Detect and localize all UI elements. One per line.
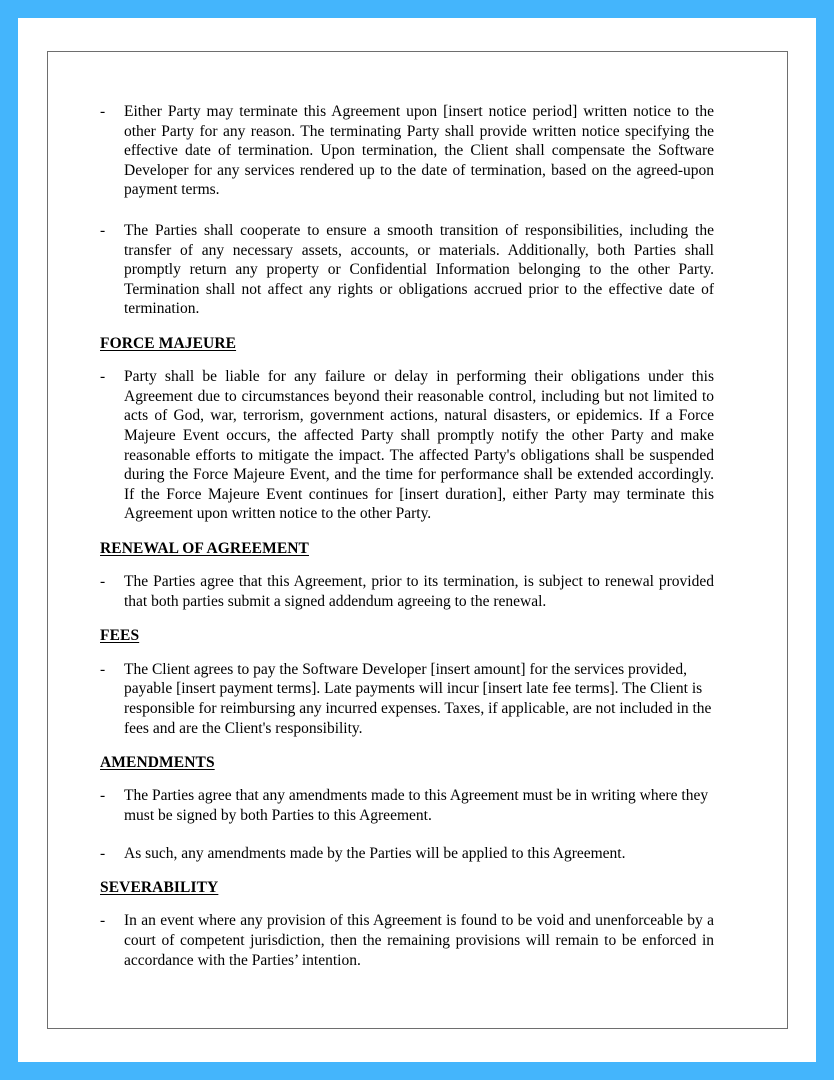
spacer — [100, 200, 714, 221]
section-heading-severability — [100, 879, 714, 897]
clause-transition-cooperation — [100, 221, 714, 319]
spacer — [100, 772, 714, 786]
section-heading-text: FEES — [100, 627, 140, 645]
clause-severability — [100, 911, 714, 970]
spacer — [100, 558, 714, 572]
section-heading-amendments — [100, 754, 714, 772]
section-heading-renewal-of-agreement — [100, 540, 714, 558]
spacer — [100, 353, 714, 367]
bullet-dash-icon: - — [100, 844, 106, 862]
section-heading-text: SEVERABILITY — [100, 879, 219, 897]
spacer — [100, 524, 714, 540]
bullet-dash-icon: - — [100, 912, 106, 930]
clause-fees — [100, 660, 714, 738]
section-heading-text: AMENDMENTS — [100, 754, 215, 772]
bullet-dash-icon: - — [100, 660, 106, 678]
spacer — [100, 611, 714, 627]
clause-amendments-in-writing — [100, 786, 714, 825]
clause-text: The Parties agree that this Agreement, prior to its termination, is subject to renewal provided that both parties submit a signed addendum agreeing to the renewal. — [124, 573, 714, 610]
document-page — [18, 18, 816, 1062]
bullet-dash-icon: - — [100, 221, 106, 239]
clause-text: In an event where any provision of this Agreement is found to be void and unenforceable by a court of competent jurisdiction, then the remaining provisions will remain to be enforced in accordance with the Parties’ intention. — [124, 912, 714, 969]
clause-text: Either Party may terminate this Agreement upon [insert notice period] written notice to the other Party for any reason. The terminating Party shall provide written notice specifying the effective date of termination. Upon termination, the Client shall compensate the Software Developer for any services rendered up to the date of termination, based on the agreed-upon payment terms. — [124, 103, 714, 199]
document-text-column — [100, 102, 714, 970]
section-heading-force-majeure — [100, 335, 714, 353]
clause-termination-notice — [100, 102, 714, 200]
clause-text: The Client agrees to pay the Software Developer [insert amount] for the services provided, payable [insert payment terms]. Late payments will incur [insert late fee terms]. The Client is responsible for reimbursing any incurred expenses. Taxes, if applicable, are not included in the fees and are the Client's responsibility. — [124, 660, 712, 737]
section-heading-text: FORCE MAJEURE — [100, 334, 237, 352]
spacer — [100, 319, 714, 335]
clause-text: As such, any amendments made by the Parties will be applied to this Agreement. — [124, 844, 626, 862]
clause-renewal — [100, 572, 714, 611]
clause-amendments-applied — [100, 844, 714, 864]
bullet-dash-icon: - — [100, 368, 106, 386]
clause-text: The Parties shall cooperate to ensure a smooth transition of responsibilities, including the transfer of any necessary assets, accounts, or materials. Additionally, both Parties shall promptly return any property or Confidential Information belonging to the other Party. Termination shall not affect any rights or obligations accrued prior to the effective date of termination. — [124, 221, 714, 318]
spacer — [100, 897, 714, 911]
spacer — [100, 738, 714, 754]
clause-text: The Parties agree that any amendments made to this Agreement must be in writing where they must be signed by both Parties to this Agreement. — [124, 787, 709, 824]
bullet-dash-icon: - — [100, 103, 106, 120]
spacer — [100, 646, 714, 660]
section-heading-fees — [100, 627, 714, 645]
bullet-dash-icon: - — [100, 787, 106, 805]
clause-force-majeure — [100, 367, 714, 524]
section-heading-text: RENEWAL OF AGREEMENT — [100, 539, 309, 557]
clause-text: Party shall be liable for any failure or delay in performing their obligations under this Agreement due to circumstances beyond their reasonable control, including but not limited to acts of God, war, terrorism, government actions, natural disasters, or epidemics. If a Force Majeure Event occurs, the affected Party shall promptly notify the other Party and make reasonable efforts to mitigate the impact. The affected Party's obligations shall be suspended during the Force Majeure Event, and the time for performance shall be extended accordingly. If the Force Majeure Event continues for [insert duration], either Party may terminate this Agreement upon written notice to the other Party. — [124, 368, 714, 523]
spacer — [100, 826, 714, 844]
spacer — [100, 863, 714, 879]
bullet-dash-icon: - — [100, 573, 106, 591]
